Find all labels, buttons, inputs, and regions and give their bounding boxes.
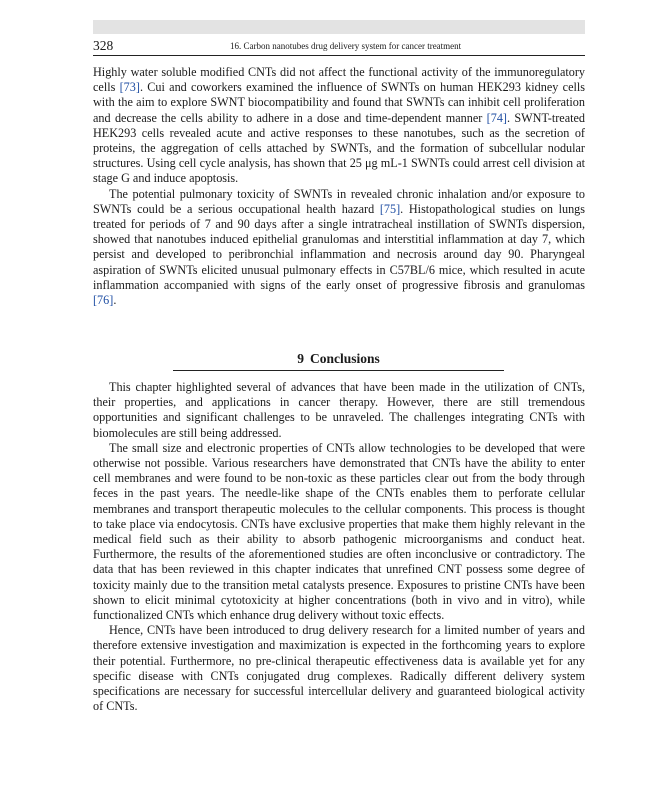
top-bar	[93, 20, 585, 34]
section-number: 9	[297, 351, 304, 366]
section-title: Conclusions	[309, 351, 380, 366]
citation-link[interactable]: [76]	[93, 293, 114, 308]
text-run: Highly water soluble modified CNTs did not affect the functional activity of the immunoregulatory cells	[93, 65, 585, 95]
paragraph	[93, 65, 585, 187]
paragraph: This chapter highlighted several of advances that have been made in the utilization of CNTs, their properties, and applications in cancer therapy. However, there are still tremendous opportunities and significant challenges to be unraveled. The challenges integrating CNTs with biomolecules are still being addressed.	[93, 380, 585, 440]
citation-link[interactable]: [74]	[486, 110, 507, 125]
text-run: . Cui and coworkers examined the influence of SWNTs on human HEK293 kidney cells with the aim to explore SWNT biocompatibility and found that SWNTs can inhibit cell proliferation and decrease the cells ability to adhere in a dose and time-dependent manner	[93, 80, 585, 125]
text-run: The potential pulmonary toxicity of SWNTs in revealed chronic inhalation and/or exposure to SWNTs could be a serious occupational health hazard	[93, 186, 585, 216]
paragraph	[93, 187, 585, 309]
section-heading	[173, 351, 504, 367]
section-body-toxicity	[93, 65, 585, 308]
section-body-conclusions	[93, 380, 585, 714]
header-rule	[93, 55, 585, 56]
text-run: . Histopathological studies on lungs treated for periods of 7 and 90 days after a single intratracheal instillation of SWNTs dispersion, showed that nanotubes induced epithelial granulomas and interstitial inflammation at day 7, which persist and developed to peribronchial inflammation and necrosis around day 90. Pharyngeal aspiration of SWNTs elicited unusual pulmonary effects in C57BL/6 mice, which resulted in acute inflammation accompanied with signs of the early onset of progressive fibrosis and granulomas	[93, 201, 585, 292]
text-run: . SWNT-treated HEK293 cells revealed acute and active responses to these nanotubes, such as the secretion of proteins, the aggregation of cells attached by SWNTs, and the formation of subcellular nodular structures. Using cell cycle analysis, has shown that 25 μg mL-1 SWNTs could arrest cell division at stage G and induce apoptosis.	[93, 110, 586, 186]
text-run: .	[113, 293, 117, 308]
section-rule	[173, 370, 504, 371]
page-number: 328	[93, 38, 114, 53]
citation-link[interactable]: [73]	[119, 80, 140, 95]
citation-link[interactable]: [75]	[379, 201, 401, 216]
running-head: 16. Carbon nanotubes drug delivery system for cancer treatment	[230, 41, 462, 51]
paragraph: Hence, CNTs have been introduced to drug delivery research for a limited number of years and therefore extensive investigation and maximization is expected in the forthcoming years to explore their potential. Furthermore, no pre-clinical therapeutic effectiveness data is available yet for any specific disease with CNTs conjugated drug complexes. Radically different delivery system specifications are necessary for successful intercellular delivery and guaranteed biological activity of CNTs.	[93, 623, 585, 714]
paragraph: The small size and electronic properties of CNTs allow technologies to be developed that were otherwise not possible. Various researchers have demonstrated that CNTs have the ability to enter cell membranes and were found to be non-toxic as these particles clear out from the body through feces in the past years. The needle-like shape of the CNTs enables them to perforate cellular membranes and transport therapeutic molecules to the cellular components. This process is thought to take place via endocytosis. CNTs have exclusive properties that make them highly relevant in the medical field such as their ability to absorb pathogenic microorganisms and conduct heat. Furthermore, the results of the aforementioned studies are often inconclusive or contradictory. The data that has been reviewed in this chapter indicates that unrefined CNT possess some degree of toxicity mainly due to the transition metal catalysts presence. Exposures to pristine CNTs have been shown to elicit minimal cytotoxicity at higher concentrations (both in vivo and in vitro), while functionalized CNTs which enhance drug delivery without toxic effects.	[93, 440, 585, 623]
